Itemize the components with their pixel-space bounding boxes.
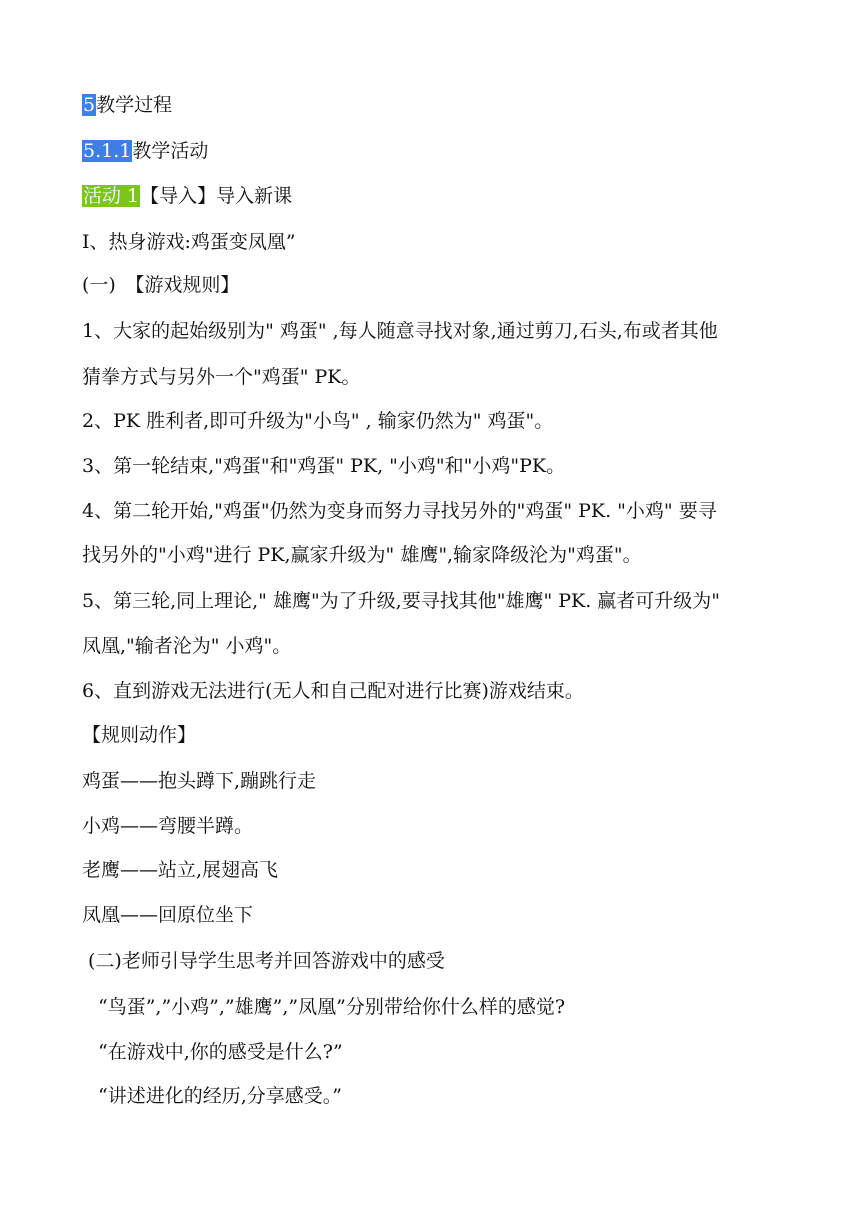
activity-title: 【导入】导入新课 (140, 185, 293, 207)
heading-text: 教学过程 (96, 94, 173, 116)
heading-teaching-activity (82, 138, 800, 164)
part2-title: (二)老师引导学生思考并回答游戏中的感受 (88, 950, 445, 972)
rules-title: (一) 【游戏规则】 (82, 274, 240, 296)
rule-line: 凤凰,"输者沦为" 小鸡"。 (82, 635, 292, 657)
action-line: 鸡蛋——抱头蹲下,蹦跳行走 (82, 770, 317, 792)
rule-line: 3、第一轮结束,"鸡蛋"和"鸡蛋" PK, "小鸡"和"小鸡"PK。 (82, 455, 566, 477)
activity-heading (82, 183, 800, 209)
rule-line: 猜拳方式与另外一个"鸡蛋" PK。 (82, 366, 361, 388)
subheading-number: 5.1.1 (83, 140, 132, 162)
rule-line: 找另外的"小鸡"进行 PK,赢家升级为" 雄鹰",输家降级沦为"鸡蛋"。 (82, 544, 642, 566)
rule-line: 5、第三轮,同上理论," 雄鹰"为了升级,要寻找其他"雄鹰" PK. 赢者可升级为" (82, 590, 721, 612)
question-line: “在游戏中,你的感受是什么?” (98, 1041, 343, 1063)
subheading-text: 教学活动 (132, 140, 209, 162)
heading-number: 5 (83, 94, 96, 116)
rule-line: 1、大家的起始级别为" 鸡蛋" ,每人随意寻找对象,通过剪刀,石头,布或者其他 (82, 320, 718, 342)
action-line: 凤凰——回原位坐下 (82, 904, 254, 926)
heading-teaching-process (82, 92, 800, 118)
question-line: “讲述进化的经历,分享感受。” (98, 1085, 342, 1107)
rule-line: 4、第二轮开始,"鸡蛋"仍然为变身而努力寻找另外的"鸡蛋" PK. "小鸡" 要寻 (82, 500, 717, 522)
action-line: 小鸡——弯腰半蹲。 (82, 815, 254, 837)
question-line: “鸟蛋”,”小鸡”,”雄鹰”,”凤凰”分别带给你什么样的感觉? (98, 996, 566, 1018)
game-title: I、热身游戏:鸡蛋变凤凰” (82, 231, 296, 253)
actions-title: 【规则动作】 (82, 724, 197, 746)
action-line: 老鹰——站立,展翅高飞 (82, 859, 279, 881)
activity-tag: 活动 1 (83, 185, 140, 207)
rule-line: 2、PK 胜利者,即可升级为"小鸟" , 输家仍然为" 鸡蛋"。 (82, 410, 554, 432)
rule-line: 6、直到游戏无法进行(无人和自己配对进行比赛)游戏结束。 (82, 680, 584, 702)
